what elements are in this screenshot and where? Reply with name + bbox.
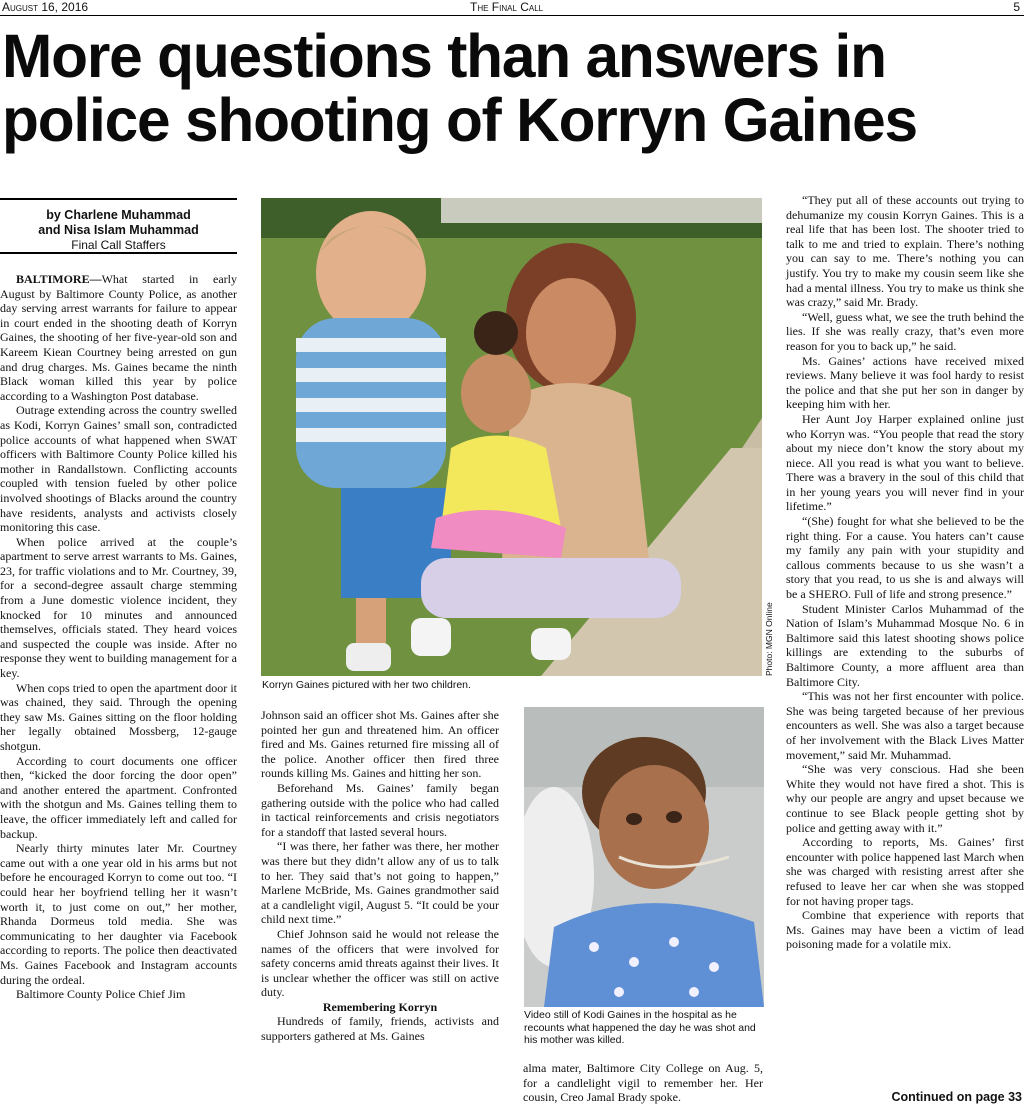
paragraph: Her Aunt Joy Harper explained online just who Korryn was. “You people that read the story about my niece don’t know the story about my niece. All you read is what you want to believe. There was a bravery in the soul of this child that in her young years you will never find in your lifetime.” (786, 411, 1024, 514)
dateline: BALTIMORE— (16, 272, 102, 286)
paragraph: Outrage extending across the country swelled as Kodi, Korryn Gaines’ small son, contradicted police accounts of what happened when SWAT officers with Baltimore County Police killed his mother in Randallstown. Conflicting accounts coupled with tension fueled by other police involved shootings of Blacks around the country have residents, analysts and activists closely monitoring this case. (0, 403, 237, 535)
page-header (0, 0, 1024, 16)
continued-link[interactable]: Continued on page 33 (891, 1090, 1022, 1104)
paragraph: Baltimore County Police Chief Jim (16, 987, 186, 1002)
paragraph: “Well, guess what, we see the truth behind the lies. If she was really crazy, that’s even more reason for you to back up,” he said. (786, 309, 1024, 353)
paragraph: BALTIMORE—What started in early August by Baltimore County Police, as another day serving arrest warrants for failure to appear in court ended in the shooting death of Korryn Gaines, the shooting of her five-year-old son and Kareem Kiean Courtney being arrested on gun and drug charges. Ms. Gaines became the ninth Black woman killed this year by police according to a Washington Post database. (0, 272, 237, 403)
paragraph: “They put all of these accounts out trying to dehumanize my cousin Korryn Gaines. This is a real life that has been lost. The shooter tried to talk to me and tried to explain. There’s nothing you can say to me. There’s nothing you can justify. You try to make my cousin seem like she had a mental illness. You try to make us think she was crazy,” said Mr. Brady. (786, 193, 1024, 310)
paragraph: Ms. Gaines’ actions have received mixed reviews. Many believe it was fool hardy to resist the police and that she put her son in danger by keeping him with her. (786, 353, 1024, 412)
hospital-photo (524, 707, 764, 1007)
paragraph: Johnson said an officer shot Ms. Gaines after she pointed her gun and threatened him. An officer fired and Ms. Gaines returned fire missing all of the police. Another officer then fired three rounds killing Ms. Gaines and hitting her son. (261, 708, 499, 781)
paragraph: “(She) fought for what she believed to be the right thing. For a cause. You haters can’t cause my family any pain with your stupidity and callous comments because to us she wasn’t a story that you read, to us she is and always will be a SHERO. Full of life and strong presence.” (786, 514, 1024, 602)
photo-caption-2: Video still of Kodi Gaines in the hospital as he recounts what happened the day he was shot and his mother was killed. (524, 1009, 756, 1046)
paragraph: alma mater, Baltimore City College on Aug. 5, for a candlelight vigil to remember her. Her cousin, Creo Jamal Brady spoke. (523, 1061, 763, 1105)
family-photo (261, 198, 762, 676)
paragraph: Nearly thirty minutes later Mr. Courtney came out with a one year old in his arms but not before he encouraged Korryn to come out too. “I could hear her boyfriend telling her it wasn’t worth it, to just come on out,” her mother, Rhanda Dormeus told media. She was communicating to her daughter via Facebook according to reports. The police then deactivated Ms. Gaines Facebook and Instagram accounts during the ordeal. (0, 841, 237, 987)
article-column-4 (786, 193, 1024, 952)
byline (0, 198, 237, 254)
article-column-1 (0, 272, 237, 1002)
issue-date: August 16, 2016 (2, 0, 89, 14)
hospital-photo-illustration (524, 707, 764, 1007)
byline-staff: Final Call Staffers (71, 238, 166, 252)
article-column-3 (523, 1061, 763, 1105)
newspaper-name: The Final Call (470, 0, 544, 14)
paragraph: “She was very conscious. Had she been White they would not have fired a shot. This is why our people are angry and upset because we continue to see Black people getting shot by police and getting away with it.” (786, 762, 1024, 835)
paragraph: According to court documents one officer then, “kicked the door forcing the door open” and another entered the apartment. Confronted with the shotgun and Ms. Gaines telling them to leave, the officer immediately left and called for backup. (0, 753, 237, 841)
paragraph: Hundreds of family, friends, activists and supporters gathered at Ms. Gaines (261, 1014, 499, 1044)
paragraph: When cops tried to open the apartment door it was chained, they said. Through the opening they saw Ms. Gaines sitting on the floor holding her legally obtained Mossberg, 12-gauge shotgun. (0, 680, 237, 753)
family-photo-illustration (261, 198, 762, 676)
subheading: Remembering Korryn (322, 999, 438, 1014)
paragraph: Student Minister Carlos Muhammad of the Nation of Islam’s Muhammad Mosque No. 6 in Baltimore said this latest shooting shows police killings are extending to the suburbs of Baltimore County, a more affluent area than Baltimore City. (786, 601, 1024, 689)
paragraph: According to reports, Ms. Gaines’ first encounter with police happened last March when she was charged with resisting arrest after she refused to leave her car when she was stopped for not having proper tags. (786, 835, 1024, 908)
photo-caption-1: Korryn Gaines pictured with her two children. (262, 679, 471, 691)
byline-author-1: by Charlene Muhammad (46, 208, 191, 222)
page-number: 5 (1013, 0, 1020, 14)
article-column-2 (261, 708, 499, 1044)
paragraph: “I was there, her father was there, her mother was there but they didn’t allow any of us to talk to her. They said that’s not going to happen,” Marlene McBride, Ms. Gaines grandmother said at a candlelight vigil, August 5. “It could be your child next time.” (261, 839, 499, 927)
paragraph: Chief Johnson said he would not release the names of the officers that were involved for safety concerns amid threats against their lives. It is unclear whether the officer was still on active duty. (261, 926, 499, 1000)
paragraph: Beforehand Ms. Gaines’ family began gathering outside with the police who had called in tactical reinforcements and crisis negotiators for a standoff that lasted several hours. (261, 780, 499, 839)
paragraph: “This was not her first encounter with police. She was being targeted because of her previous encounters as well. She was also a target because of her involvement with the Black Lives Matter movement,” said Mr. Muhammad. (786, 689, 1024, 762)
byline-author-2: and Nisa Islam Muhammad (38, 223, 199, 237)
headline: More questions than answers in police shooting of Korryn Gaines (2, 22, 917, 154)
paragraph: Combine that experience with reports that Ms. Gaines may have been a victim of lead poisoning made for a volatile mix. (786, 908, 1024, 952)
paragraph: When police arrived at the couple’s apartment to serve arrest warrants to Ms. Gaines, 23, for traffic violations and to Mr. Courtney, 39, for a second-degree assault charge stemming from a June domestic violence incident, they knocked for 10 minutes and announced themselves, officials stated. They heard voices and suspected the couple was inside. After no response they went to building management for a key. (0, 534, 237, 681)
